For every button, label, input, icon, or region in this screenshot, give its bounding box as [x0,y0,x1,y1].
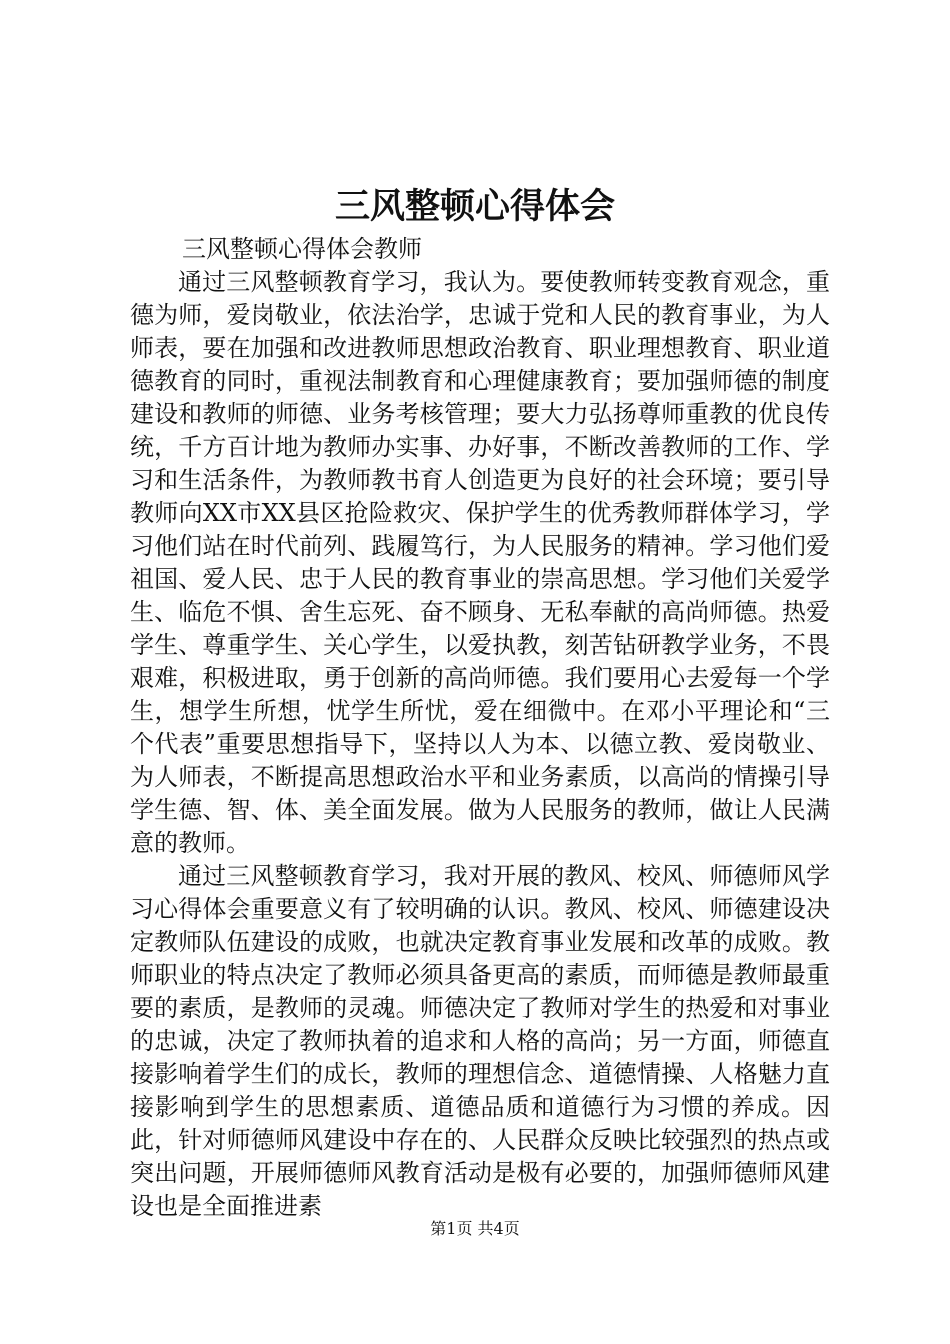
body-paragraph-1: 通过三风整顿教育学习，我认为。要使教师转变教育观念，重德为师，爱岗敬业，依法治学，忠诚于党和人民的教育事业，为人师表，要在加强和改进教师思想政治教育、职业理想教育、职业道德教育的同时，重视法制教育和心理健康教育；要加强师德的制度建设和教师的师德、业务考核管理；要大力弘扬尊师重教的优良传统，千方百计地为教师办实事、办好事，不断改善教师的工作、学习和生活条件，为教师教书育人创造更为良好的社会环境；要引导教师向XX市XX县区抢险救灾、保护学生的优秀教师群体学习，学习他们站在时代前列、践履笃行，为人民服务的精神。学习他们爱祖国、爱人民、忠于人民的教育事业的崇高思想。学习他们关爱学生、临危不惧、舍生忘死、奋不顾身、无私奉献的高尚师德。热爱学生、尊重学生、关心学生，以爱执教，刻苦钻研教学业务，不畏艰难，积极进取，勇于创新的高尚师德。我们要用心去爱每一个学生，想学生所想，忧学生所忧，爱在细微中。在邓小平理论和“三个代表”重要思想指导下，坚持以人为本、以德立教、爱岗敬业、为人师表，不断提高思想政治水平和业务素质，以高尚的情操引导学生德、智、体、美全面发展。做为人民服务的教师，做让人民满意的教师。 [130,268,830,857]
document-subtitle: 三风整顿心得体会教师 [182,235,422,263]
body-paragraph-2: 通过三风整顿教育学习，我对开展的教风、校风、师德师风学习心得体会重要意义有了较明确的认识。教风、校风、师德建设决定教师队伍建设的成败，也就决定教育事业发展和改革的成败。教师职业的特点决定了教师必须具备更高的素质，而师德是教师最重要的素质，是教师的灵魂。师德决定了教师对学生的热爱和对事业的忠诚，决定了教师执着的追求和人格的高尚；另一方面，师德直接影响着学生们的成长，教师的理想信念、道德情操、人格魅力直接影响到学生的思想素质、道德品质和道德行为习惯的养成。因此，针对师德师风建设中存在的、人民群众反映比较强烈的热点或突出问题，开展师德师风教育活动是极有必要的，加强师德师风建设也是全面推进素 [130,862,830,1220]
document-title: 三风整顿心得体会 [334,186,615,227]
document-body [130,266,830,1223]
page-footer: 第1页 共4页 [430,1219,520,1238]
